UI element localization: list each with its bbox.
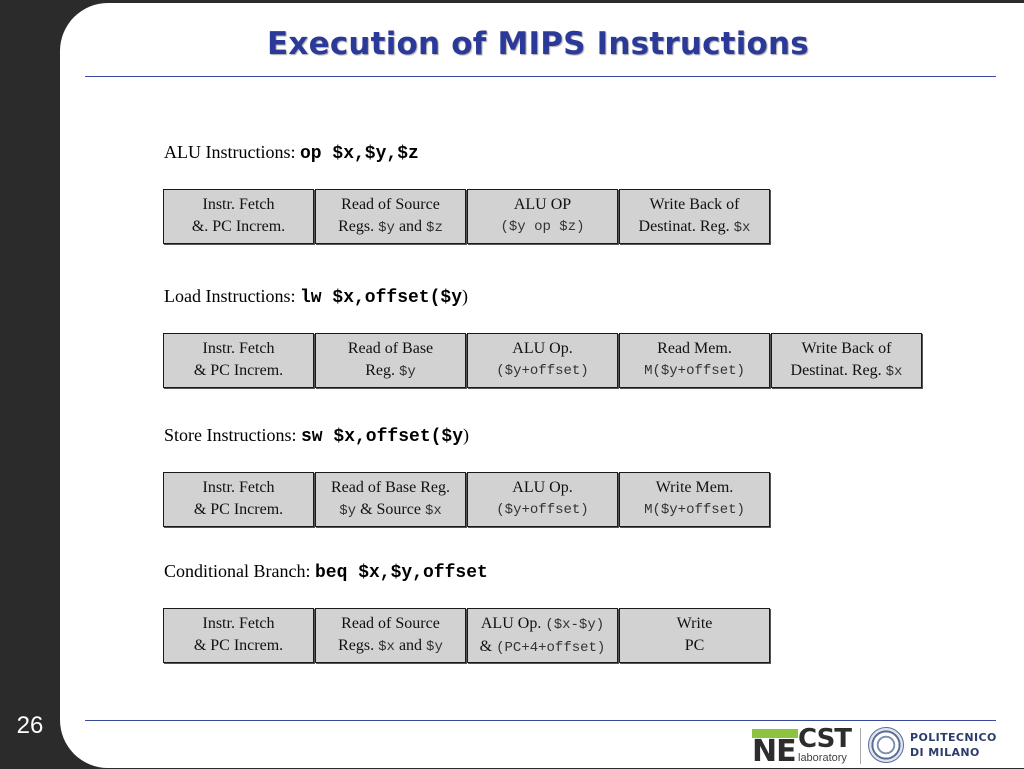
stage-line: Read of Base Reg. bbox=[330, 479, 451, 496]
section-branch-heading bbox=[164, 561, 488, 583]
stage-alu-op bbox=[467, 333, 618, 388]
stage-line: Write Back of bbox=[801, 340, 892, 357]
stage-line: Write Mem. bbox=[655, 479, 734, 496]
stage-line: PC bbox=[684, 637, 705, 654]
stage-line: & PC Increm. bbox=[193, 637, 284, 654]
stage-line: Read of Source bbox=[341, 615, 440, 632]
stage-read-source bbox=[315, 189, 466, 244]
stage-line: ALU Op. bbox=[512, 340, 573, 357]
section-label: ALU Instructions: bbox=[164, 142, 296, 162]
stage-line bbox=[620, 216, 769, 239]
stage-text: Regs. bbox=[338, 218, 375, 235]
stage-instr-fetch bbox=[163, 608, 314, 663]
section-load-heading bbox=[164, 286, 468, 308]
section-label: Store Instructions: bbox=[164, 425, 297, 445]
stage-instr-fetch bbox=[163, 472, 314, 527]
stage-write-pc bbox=[619, 608, 770, 663]
stage-read-mem bbox=[619, 333, 770, 388]
register-code: $y bbox=[426, 639, 443, 655]
polimi-seal-icon bbox=[868, 727, 904, 763]
page-number: 26 bbox=[16, 712, 44, 739]
stage-line: ALU OP bbox=[513, 196, 572, 213]
logo-separator bbox=[860, 728, 861, 764]
register-code: $x bbox=[885, 364, 903, 380]
title-divider bbox=[85, 76, 996, 77]
stage-line bbox=[772, 360, 921, 383]
stage-line: & PC Increm. bbox=[193, 501, 284, 518]
stage-line: Write Back of bbox=[649, 196, 740, 213]
stage-read-base-source bbox=[315, 472, 466, 527]
stage-write-back bbox=[771, 333, 922, 388]
syntax-close-paren: ) bbox=[462, 286, 469, 306]
stage-text: and bbox=[398, 218, 423, 235]
stage-line: & PC Increm. bbox=[193, 362, 284, 379]
register-code: M($y+offset) bbox=[644, 502, 745, 518]
register-code: $x bbox=[424, 503, 442, 519]
stage-alu-op bbox=[467, 189, 618, 244]
stage-alu-op bbox=[467, 472, 618, 527]
register-code: (PC+4+offset) bbox=[496, 640, 606, 656]
instruction-syntax: lw $x,offset($y bbox=[299, 288, 463, 308]
stage-line bbox=[316, 216, 465, 239]
register-code: ($y+offset) bbox=[496, 502, 589, 518]
stage-line: Instr. Fetch bbox=[202, 479, 275, 496]
stage-text: ALU Op. bbox=[480, 615, 542, 632]
instruction-syntax: beq $x,$y,offset bbox=[314, 563, 488, 583]
stage-alu-op bbox=[467, 608, 618, 663]
polimi-logo-text bbox=[910, 730, 997, 760]
syntax-close-paren: ) bbox=[463, 425, 470, 445]
necst-logo-cst: CST bbox=[798, 724, 852, 754]
polimi-line-1: POLITECNICO bbox=[910, 731, 997, 744]
instruction-syntax: sw $x,offset($y bbox=[301, 427, 464, 447]
necst-logo-lab: laboratory bbox=[798, 752, 847, 764]
stage-read-base bbox=[315, 333, 466, 388]
stage-line: ALU Op. bbox=[512, 479, 573, 496]
stage-line: Instr. Fetch bbox=[202, 615, 275, 632]
footer-divider bbox=[85, 720, 996, 721]
stage-line: Write bbox=[676, 615, 713, 632]
stage-line bbox=[316, 635, 465, 658]
register-code: ($y+offset) bbox=[496, 363, 589, 379]
slide-title: Execution of MIPS Instructions bbox=[267, 26, 809, 62]
stage-instr-fetch bbox=[163, 333, 314, 388]
stage-write-back bbox=[619, 189, 770, 244]
register-code: $x bbox=[378, 639, 395, 655]
register-code: $z bbox=[426, 220, 443, 236]
stage-text: Destinat. Reg. bbox=[790, 362, 882, 379]
stage-line: &. PC Increm. bbox=[191, 218, 286, 235]
necst-logo bbox=[752, 724, 856, 769]
polimi-line-2: DI MILANO bbox=[910, 746, 980, 759]
section-label: Load Instructions: bbox=[164, 286, 296, 306]
stage-text: & Source bbox=[360, 501, 421, 518]
section-label: Conditional Branch: bbox=[164, 561, 311, 581]
register-code: ($y op $z) bbox=[500, 219, 585, 235]
stage-line: Instr. Fetch bbox=[202, 196, 275, 213]
register-code: $x bbox=[733, 220, 751, 236]
stage-line: Read of Source bbox=[341, 196, 440, 213]
stage-text: Regs. bbox=[338, 637, 375, 654]
stage-line bbox=[316, 499, 465, 522]
section-alu-heading bbox=[164, 142, 419, 164]
necst-logo-ne: NE bbox=[752, 734, 796, 769]
stage-text: & bbox=[479, 638, 493, 655]
stage-line: Read of Base bbox=[347, 340, 434, 357]
left-sidebar bbox=[0, 0, 60, 768]
stage-line bbox=[468, 613, 617, 636]
stage-read-source bbox=[315, 608, 466, 663]
stage-line: Read Mem. bbox=[657, 340, 732, 357]
register-code: ($x-$y) bbox=[545, 617, 605, 633]
stage-text: Destinat. Reg. bbox=[638, 218, 730, 235]
stage-write-mem bbox=[619, 472, 770, 527]
stage-line bbox=[468, 636, 617, 659]
register-code: $y bbox=[398, 364, 416, 380]
stage-line bbox=[316, 360, 465, 383]
section-store-heading bbox=[164, 425, 469, 447]
register-code: $y bbox=[378, 220, 395, 236]
register-code: M($y+offset) bbox=[644, 363, 745, 379]
stage-instr-fetch bbox=[163, 189, 314, 244]
register-code: $y bbox=[339, 503, 357, 519]
stage-line: Instr. Fetch bbox=[202, 340, 275, 357]
instruction-syntax: op $x,$y,$z bbox=[299, 144, 419, 164]
stage-text: and bbox=[398, 637, 423, 654]
stage-text: Reg. bbox=[365, 362, 395, 379]
